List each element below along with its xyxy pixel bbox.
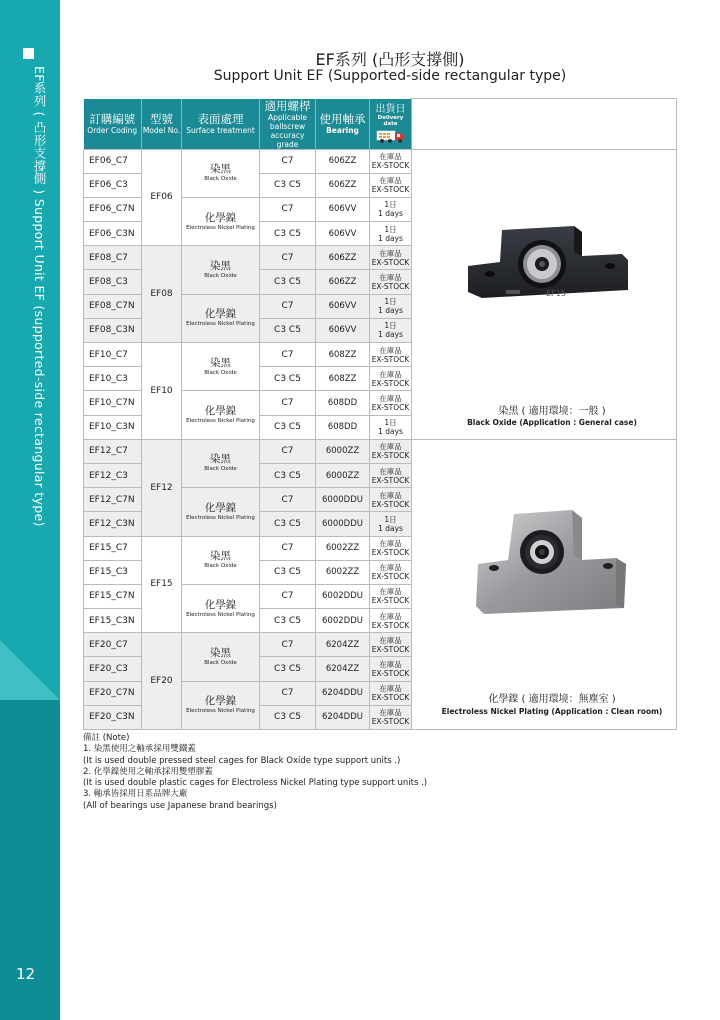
delivery-cell: 1日 1 days <box>370 222 412 246</box>
delivery-cell: 在庫品 EX-STOCK <box>370 343 412 367</box>
notes <box>83 733 643 812</box>
order-code-cell: EF12_C7N <box>84 488 142 512</box>
order-code-cell: EF06_C7N <box>84 197 142 221</box>
note-line: (It is used double pressed steel cages for Black Oxide type support units .) <box>83 755 401 766</box>
surface-nickel-cell: 化學鎳 Electroless Nickel Plating <box>182 294 260 342</box>
delivery-cell: 在庫品 EX-STOCK <box>370 173 412 197</box>
page-number: 12 <box>16 965 36 983</box>
order-code-cell: EF06_C3 <box>84 173 142 197</box>
bearing-cell: 6002ZZ <box>316 560 370 584</box>
surface-nickel-cell: 化學鎳 Electroless Nickel Plating <box>182 584 260 632</box>
surface-black-cell: 染黑 Black Oxide <box>182 246 260 294</box>
model-cell: EF15 <box>142 536 182 633</box>
grade-cell: C7 <box>260 294 316 318</box>
grade-cell: C7 <box>260 584 316 608</box>
grade-cell: C3 C5 <box>260 367 316 391</box>
sidebar-wedge <box>0 640 60 700</box>
bearing-cell: 608DD <box>316 415 370 439</box>
page-title-cn: EF系列 (凸形支撐側) <box>315 50 465 69</box>
nickel-caption-en: Electroless Nickel Plating (Application : Clean room) <box>441 707 663 716</box>
model-cell: EF08 <box>142 246 182 343</box>
bearing-cell: 606VV <box>316 294 370 318</box>
order-code-cell: EF15_C7N <box>84 584 142 608</box>
note-line: 1. 染黑使用之軸承採用雙鐵蓋 <box>83 744 196 755</box>
order-code-cell: EF12_C3 <box>84 463 142 487</box>
delivery-cell: 在庫品 EX-STOCK <box>370 609 412 633</box>
note-heading: 備註 (Note) <box>83 733 130 743</box>
bearing-cell: 608DD <box>316 391 370 415</box>
delivery-truck-icon <box>376 128 406 144</box>
grade-cell: C3 C5 <box>260 463 316 487</box>
bearing-cell: 606ZZ <box>316 149 370 173</box>
grade-cell: C7 <box>260 488 316 512</box>
surface-black-cell: 染黑 Black Oxide <box>182 536 260 584</box>
order-code-cell: EF20_C7N <box>84 681 142 705</box>
grade-cell: C3 C5 <box>260 318 316 342</box>
bearing-cell: 606ZZ <box>316 173 370 197</box>
surface-nickel-cell: 化學鎳 Electroless Nickel Plating <box>182 488 260 536</box>
header-order-coding: 訂購編號 Order Coding <box>84 99 142 150</box>
grade-cell: C7 <box>260 633 316 657</box>
delivery-cell: 1日 1 days <box>370 415 412 439</box>
delivery-cell: 1日 1 days <box>370 512 412 536</box>
grade-cell: C7 <box>260 197 316 221</box>
grade-cell: C3 C5 <box>260 657 316 681</box>
bearing-cell: 606VV <box>316 318 370 342</box>
grade-cell: C7 <box>260 343 316 367</box>
black-oxide-support-unit-image <box>462 222 632 312</box>
grade-cell: C7 <box>260 439 316 463</box>
delivery-cell: 在庫品 EX-STOCK <box>370 584 412 608</box>
bearing-cell: 6000ZZ <box>316 439 370 463</box>
grade-cell: C3 C5 <box>260 609 316 633</box>
bearing-cell: 6204DDU <box>316 705 370 729</box>
bearing-cell: 6002DDU <box>316 584 370 608</box>
delivery-cell: 在庫品 EX-STOCK <box>370 536 412 560</box>
header-delivery-date: 出貨日 Delivery date <box>370 99 412 150</box>
bearing-cell: 6204ZZ <box>316 657 370 681</box>
delivery-cell: 1日 1 days <box>370 197 412 221</box>
delivery-cell: 在庫品 EX-STOCK <box>370 463 412 487</box>
model-cell: EF10 <box>142 343 182 440</box>
order-code-cell: EF15_C7 <box>84 536 142 560</box>
note-line: (All of bearings use Japanese brand bearings) <box>83 800 277 811</box>
note-line: 2. 化學鎳使用之軸承採用雙塑膠蓋 <box>83 766 213 777</box>
grade-cell: C7 <box>260 246 316 270</box>
bearing-cell: 6204DDU <box>316 681 370 705</box>
note-line: (It is used double plastic cages for Electroless Nickel Plating type support units .) <box>83 778 428 789</box>
order-code-cell: EF10_C3 <box>84 367 142 391</box>
grade-cell: C3 C5 <box>260 270 316 294</box>
bearing-cell: 6000ZZ <box>316 463 370 487</box>
delivery-cell: 在庫品 EX-STOCK <box>370 246 412 270</box>
header-model-no: 型號 Model No. <box>142 99 182 150</box>
order-code-cell: EF08_C7N <box>84 294 142 318</box>
grade-cell: C3 C5 <box>260 512 316 536</box>
delivery-cell: 在庫品 EX-STOCK <box>370 149 412 173</box>
grade-cell: C7 <box>260 149 316 173</box>
order-code-cell: EF20_C3N <box>84 705 142 729</box>
order-code-cell: EF20_C3 <box>84 657 142 681</box>
order-code-cell: EF15_C3N <box>84 609 142 633</box>
delivery-cell: 1日 1 days <box>370 294 412 318</box>
surface-nickel-cell: 化學鎳 Electroless Nickel Plating <box>182 681 260 729</box>
order-code-cell: EF15_C3 <box>84 560 142 584</box>
grade-cell: C3 C5 <box>260 173 316 197</box>
delivery-cell: 在庫品 EX-STOCK <box>370 270 412 294</box>
delivery-cell: 在庫品 EX-STOCK <box>370 391 412 415</box>
bearing-cell: 606ZZ <box>316 246 370 270</box>
delivery-cell: 在庫品 EX-STOCK <box>370 488 412 512</box>
order-code-cell: EF12_C3N <box>84 512 142 536</box>
page-title-en: Support Unit EF (Supported-side rectangular type) <box>213 68 567 84</box>
order-code-cell: EF08_C7 <box>84 246 142 270</box>
black-oxide-caption-en: Black Oxide (Application : General case) <box>467 418 637 427</box>
surface-black-cell: 染黑 Black Oxide <box>182 633 260 681</box>
grade-cell: C7 <box>260 536 316 560</box>
header-bearing: 使用軸承 Bearing <box>316 99 370 150</box>
surface-nickel-cell: 化學鎳 Electroless Nickel Plating <box>182 197 260 245</box>
surface-black-cell: 染黑 Black Oxide <box>182 439 260 487</box>
delivery-cell: 在庫品 EX-STOCK <box>370 633 412 657</box>
square-bullet-icon <box>23 48 34 59</box>
grade-cell: C3 C5 <box>260 415 316 439</box>
ef15-mark: EF15 <box>546 289 566 298</box>
black-oxide-caption-cn: 染黑 ( 適用環境：一般 ) <box>498 406 606 417</box>
delivery-cell: 在庫品 EX-STOCK <box>370 657 412 681</box>
model-cell: EF20 <box>142 633 182 730</box>
order-code-cell: EF08_C3 <box>84 270 142 294</box>
bearing-cell: 608ZZ <box>316 343 370 367</box>
bearing-cell: 6204ZZ <box>316 633 370 657</box>
bearing-cell: 6000DDU <box>316 488 370 512</box>
delivery-cell: 在庫品 EX-STOCK <box>370 705 412 729</box>
bearing-cell: 6002DDU <box>316 609 370 633</box>
delivery-cell: 1日 1 days <box>370 318 412 342</box>
table-row <box>84 149 677 173</box>
note-line: 3. 軸承皆採用日系品牌大廠 <box>83 789 188 800</box>
header-image-column <box>412 99 677 150</box>
sidebar <box>0 0 60 1020</box>
grade-cell: C3 C5 <box>260 222 316 246</box>
order-code-cell: EF10_C3N <box>84 415 142 439</box>
bearing-cell: 6000DDU <box>316 512 370 536</box>
order-code-cell: EF10_C7N <box>84 391 142 415</box>
header-surface-treatment: 表面處理 Surface treatment <box>182 99 260 150</box>
order-code-cell: EF12_C7 <box>84 439 142 463</box>
surface-nickel-cell: 化學鎳 Electroless Nickel Plating <box>182 391 260 439</box>
grade-cell: C7 <box>260 681 316 705</box>
order-code-cell: EF20_C7 <box>84 633 142 657</box>
bearing-cell: 608ZZ <box>316 367 370 391</box>
grade-cell: C3 C5 <box>260 560 316 584</box>
order-code-cell: EF08_C3N <box>84 318 142 342</box>
model-cell: EF06 <box>142 149 182 246</box>
surface-black-cell: 染黑 Black Oxide <box>182 149 260 197</box>
delivery-cell: 在庫品 EX-STOCK <box>370 439 412 463</box>
bearing-cell: 606VV <box>316 222 370 246</box>
nickel-plated-support-unit-image <box>470 508 635 618</box>
nickel-caption-cn: 化學鎳 ( 適用環境：無塵室 ) <box>488 694 616 705</box>
delivery-cell: 在庫品 EX-STOCK <box>370 367 412 391</box>
header-applicable-ballscrew: 適用螺桿 Applicable ballscrew accuracy grade <box>260 99 316 150</box>
delivery-cell: 在庫品 EX-STOCK <box>370 560 412 584</box>
delivery-cell: 在庫品 EX-STOCK <box>370 681 412 705</box>
grade-cell: C3 C5 <box>260 705 316 729</box>
sidebar-title: EF系列 ( 凸形支撐側 ) Support Unit EF (supported-side rectangular type) <box>32 66 47 527</box>
order-code-cell: EF06_C7 <box>84 149 142 173</box>
table-row <box>84 439 677 463</box>
bearing-cell: 6002ZZ <box>316 536 370 560</box>
grade-cell: C7 <box>260 391 316 415</box>
order-code-cell: EF10_C7 <box>84 343 142 367</box>
surface-black-cell: 染黑 Black Oxide <box>182 343 260 391</box>
order-code-cell: EF06_C3N <box>84 222 142 246</box>
bearing-cell: 606VV <box>316 197 370 221</box>
bearing-cell: 606ZZ <box>316 270 370 294</box>
table-header-row <box>84 99 677 150</box>
model-cell: EF12 <box>142 439 182 536</box>
